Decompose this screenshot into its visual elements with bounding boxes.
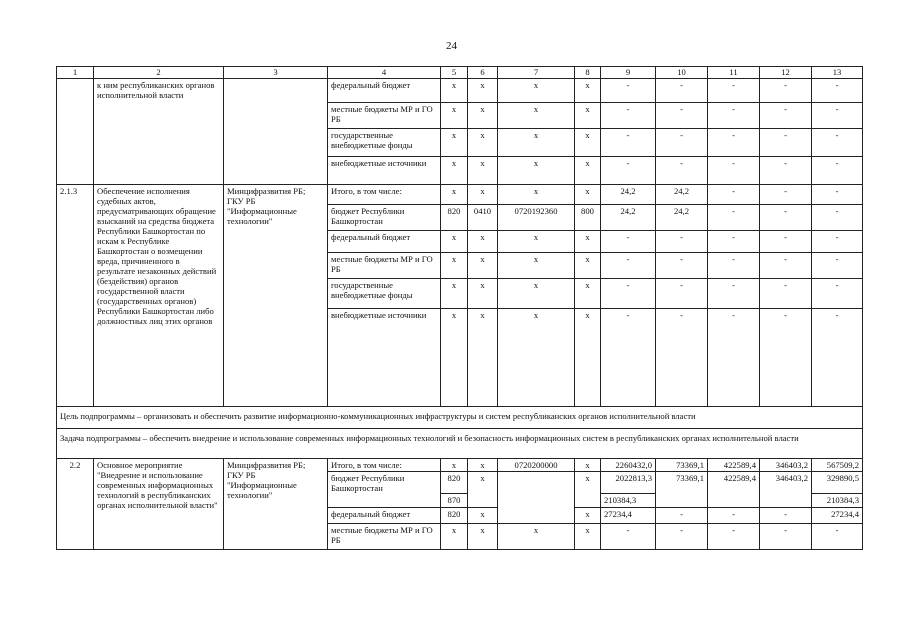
cell: -	[656, 524, 708, 550]
cell: -	[601, 279, 656, 309]
cell: -	[760, 185, 812, 205]
cell: 820	[441, 472, 468, 494]
activity-name: Основное мероприятие "Внедрение и использование современных информационных технологий в республиканских органах исполнительной власти"	[94, 459, 224, 550]
col-header: 12	[760, 67, 812, 79]
cell: -	[708, 79, 760, 103]
funding-source: федеральный бюджет	[328, 231, 441, 253]
cell: x	[441, 157, 468, 185]
cell: x	[468, 253, 498, 279]
cell: -	[708, 205, 760, 231]
cell: x	[441, 459, 468, 472]
cell: x	[468, 279, 498, 309]
cell: -	[708, 185, 760, 205]
item-number: 2.2	[57, 459, 94, 550]
budget-table	[56, 66, 863, 550]
cell: x	[575, 279, 601, 309]
table-row	[57, 185, 863, 205]
cell: -	[812, 103, 863, 129]
cell: x	[498, 103, 575, 129]
cell: x	[441, 309, 468, 407]
cell: -	[812, 185, 863, 205]
cell: -	[656, 157, 708, 185]
cell: 73369,1	[656, 472, 708, 508]
cell: -	[760, 508, 812, 524]
cell	[498, 472, 575, 524]
cell: x	[468, 157, 498, 185]
cell: x	[498, 79, 575, 103]
cell: 870	[441, 494, 468, 508]
cell: -	[601, 157, 656, 185]
col-header: 9	[601, 67, 656, 79]
col-header: 2	[94, 67, 224, 79]
cell: x	[441, 279, 468, 309]
cell: -	[656, 79, 708, 103]
cell: -	[601, 231, 656, 253]
cell: x	[575, 157, 601, 185]
cell: -	[812, 129, 863, 157]
cell: -	[601, 79, 656, 103]
cell: x	[575, 459, 601, 472]
cell: x	[441, 253, 468, 279]
cell: 0720200000	[498, 459, 575, 472]
item-number: 2.1.3	[57, 185, 94, 407]
cell: 24,2	[601, 185, 656, 205]
cell: -	[601, 253, 656, 279]
cell: 24,2	[656, 185, 708, 205]
cell: 2260432,0	[601, 459, 656, 472]
cell: x	[498, 129, 575, 157]
cell: -	[760, 79, 812, 103]
col-header: 10	[656, 67, 708, 79]
cell: x	[498, 253, 575, 279]
cell: 820	[441, 205, 468, 231]
funding-source: бюджет Республики Башкортостан	[328, 472, 441, 508]
column-number-row	[57, 67, 863, 79]
funding-source: внебюджетные источники	[328, 157, 441, 185]
cell: -	[812, 205, 863, 231]
col-header: 7	[498, 67, 575, 79]
funding-source: государственные внебюджетные фонды	[328, 129, 441, 157]
cell: x	[498, 524, 575, 550]
cell: -	[601, 524, 656, 550]
executor	[224, 79, 328, 185]
cell: -	[812, 309, 863, 407]
cell: -	[601, 103, 656, 129]
cell: -	[708, 103, 760, 129]
cell: 800	[575, 205, 601, 231]
cell: -	[708, 253, 760, 279]
cell: -	[708, 508, 760, 524]
cell: 567509,2	[812, 459, 863, 472]
funding-source: Итого, в том числе:	[328, 185, 441, 205]
cell: -	[812, 253, 863, 279]
item-number	[57, 79, 94, 185]
cell: -	[760, 279, 812, 309]
cell: 422589,4	[708, 472, 760, 508]
cell: x	[468, 524, 498, 550]
cell: x	[498, 157, 575, 185]
funding-source: внебюджетные источники	[328, 309, 441, 407]
subprogram-task: Задача подпрограммы – обеспечить внедрение и использование современных информационных технологий и безопасность информационных систем в республиканских органах исполнительной власти	[57, 429, 863, 459]
cell: -	[656, 129, 708, 157]
funding-source: государственные внебюджетные фонды	[328, 279, 441, 309]
cell: x	[468, 231, 498, 253]
cell: x	[468, 459, 498, 472]
cell: x	[468, 103, 498, 129]
cell: 24,2	[601, 205, 656, 231]
executor: Минцифразвития РБ; ГКУ РБ "Информационные технологии"	[224, 185, 328, 407]
cell: -	[812, 231, 863, 253]
funding-source: федеральный бюджет	[328, 508, 441, 524]
cell: -	[760, 103, 812, 129]
col-header: 6	[468, 67, 498, 79]
cell: -	[708, 231, 760, 253]
cell: 820	[441, 508, 468, 524]
cell: -	[812, 157, 863, 185]
cell: -	[760, 253, 812, 279]
cell: 210384,3	[812, 494, 863, 508]
cell: x	[575, 79, 601, 103]
activity-name: Обеспечение исполнения судебных актов, предусматривающих обращение взысканий на средства бюджета Республики Башкортостан по искам к Республике Башкортостан о возмещении вреда, причиненного в результате незаконных действий (бездействия) органов государственной власти (государственных органов) Республики Башкортостан либо должностных лиц этих органов	[94, 185, 224, 407]
cell: -	[708, 279, 760, 309]
cell: -	[760, 129, 812, 157]
funding-source: местные бюджеты МР и ГО РБ	[328, 524, 441, 550]
cell: 0410	[468, 205, 498, 231]
cell: x	[468, 508, 498, 524]
col-header: 1	[57, 67, 94, 79]
cell: 346403,2	[760, 472, 812, 508]
cell: 73369,1	[656, 459, 708, 472]
goal-row	[57, 407, 863, 429]
cell: x	[575, 185, 601, 205]
activity-name: к ним республиканских органов исполнительной власти	[94, 79, 224, 185]
cell: -	[656, 508, 708, 524]
cell: -	[656, 231, 708, 253]
cell: -	[760, 524, 812, 550]
cell: -	[812, 279, 863, 309]
cell: -	[760, 205, 812, 231]
cell: x	[441, 524, 468, 550]
cell: -	[760, 231, 812, 253]
cell: x	[468, 309, 498, 407]
task-row	[57, 429, 863, 459]
cell: -	[812, 524, 863, 550]
cell: -	[656, 253, 708, 279]
cell: 2022813,3	[601, 472, 656, 494]
funding-source: федеральный бюджет	[328, 79, 441, 103]
cell: x	[468, 472, 498, 508]
cell: -	[760, 309, 812, 407]
cell: -	[812, 79, 863, 103]
col-header: 3	[224, 67, 328, 79]
cell: -	[656, 103, 708, 129]
cell: x	[468, 129, 498, 157]
cell: 422589,4	[708, 459, 760, 472]
cell: x	[441, 129, 468, 157]
cell: -	[708, 129, 760, 157]
funding-source: местные бюджеты МР и ГО РБ	[328, 103, 441, 129]
cell: x	[575, 253, 601, 279]
cell: -	[601, 129, 656, 157]
cell: 329890,5	[812, 472, 863, 494]
cell: -	[708, 157, 760, 185]
cell: x	[575, 129, 601, 157]
funding-source: местные бюджеты МР и ГО РБ	[328, 253, 441, 279]
cell: -	[656, 309, 708, 407]
cell: x	[575, 231, 601, 253]
cell: -	[656, 279, 708, 309]
cell: 210384,3	[601, 494, 656, 508]
table-row	[57, 79, 863, 103]
funding-source: Итого, в том числе:	[328, 459, 441, 472]
cell: x	[575, 508, 601, 524]
cell: 24,2	[656, 205, 708, 231]
cell: x	[498, 279, 575, 309]
cell: x	[575, 309, 601, 407]
cell: x	[498, 231, 575, 253]
cell: 27234,4	[601, 508, 656, 524]
cell: x	[575, 472, 601, 508]
col-header: 13	[812, 67, 863, 79]
cell: x	[441, 185, 468, 205]
cell: x	[468, 185, 498, 205]
col-header: 11	[708, 67, 760, 79]
page-number: 24	[446, 40, 457, 52]
table-row	[57, 459, 863, 472]
cell: 0720192360	[498, 205, 575, 231]
cell: x	[575, 103, 601, 129]
cell: 27234,4	[812, 508, 863, 524]
col-header: 5	[441, 67, 468, 79]
cell: x	[575, 524, 601, 550]
cell: -	[708, 309, 760, 407]
cell: x	[441, 79, 468, 103]
cell: x	[441, 103, 468, 129]
cell: x	[441, 231, 468, 253]
subprogram-goal: Цель подпрограммы – организовать и обеспечить развитие информационно-коммуникационных инфраструктуры и систем республиканских органов исполнительной власти	[57, 407, 863, 429]
cell: x	[498, 185, 575, 205]
col-header: 8	[575, 67, 601, 79]
cell: -	[760, 157, 812, 185]
cell: x	[468, 79, 498, 103]
cell: 346403,2	[760, 459, 812, 472]
funding-source: бюджет Республики Башкортостан	[328, 205, 441, 231]
col-header: 4	[328, 67, 441, 79]
cell: x	[498, 309, 575, 407]
cell: -	[601, 309, 656, 407]
cell: -	[708, 524, 760, 550]
executor: Минцифразвития РБ; ГКУ РБ "Информационные технологии"	[224, 459, 328, 550]
